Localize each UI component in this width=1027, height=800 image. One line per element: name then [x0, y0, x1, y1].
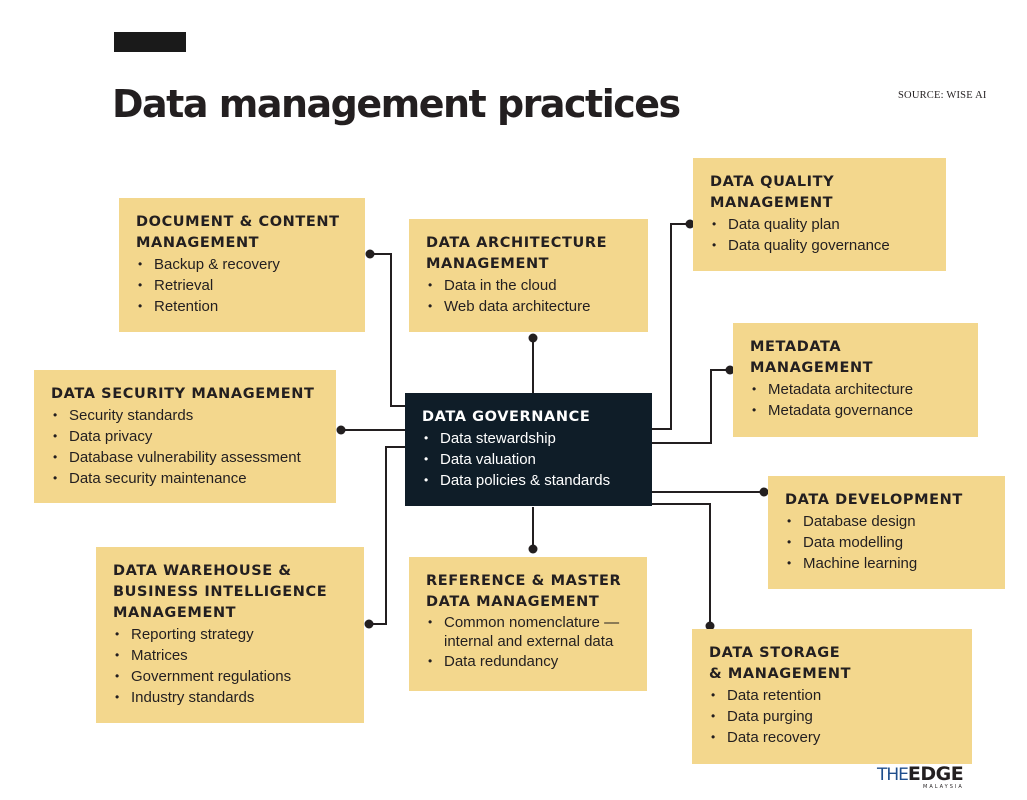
box-list — [710, 214, 932, 256]
data-development-box — [768, 476, 1005, 589]
the-edge-logo: THEEDGE MALAYSIA — [877, 763, 964, 790]
box-list — [51, 405, 322, 489]
box-list — [113, 624, 350, 708]
list-item: • Data valuation — [422, 449, 638, 470]
list-item: • Database design — [785, 511, 991, 532]
box-list — [426, 613, 633, 672]
list-item: • Common nomenclature — internal and external data — [426, 613, 633, 651]
connector-dot-document — [366, 250, 375, 259]
document-content-box — [119, 198, 365, 332]
box-list — [750, 379, 964, 421]
list-item: • Data retention — [709, 685, 958, 706]
list-item: • Data privacy — [51, 426, 322, 447]
data-quality-box — [693, 158, 946, 271]
list-item: • Data quality plan — [710, 214, 932, 235]
connector-dot-reference — [529, 545, 538, 554]
data-architecture-box — [409, 219, 648, 332]
list-item: • Data purging — [709, 706, 958, 727]
page-title: Data management practices — [112, 82, 680, 126]
connector-metadata — [652, 370, 730, 443]
list-item: • Database vulnerability assessment — [51, 447, 322, 468]
list-item: • Backup & recovery — [136, 254, 351, 275]
source-credit: SOURCE: WISE AI — [898, 90, 987, 101]
connector-dot-security — [337, 426, 346, 435]
connector-warehouse — [369, 447, 406, 624]
list-item: • Reporting strategy — [113, 624, 350, 645]
list-item: • Data in the cloud — [426, 275, 634, 296]
list-item: • Data recovery — [709, 727, 958, 748]
box-list — [785, 511, 991, 574]
reference-master-box — [409, 557, 647, 691]
list-item: • Data stewardship — [422, 428, 638, 449]
list-item: • Matrices — [113, 645, 350, 666]
list-item: • Metadata governance — [750, 400, 964, 421]
list-item: • Retrieval — [136, 275, 351, 296]
box-heading: DATA ARCHITECTURE MANAGEMENT — [426, 235, 608, 272]
list-item: • Government regulations — [113, 666, 350, 687]
box-heading: DATA STORAGE & MANAGEMENT — [709, 645, 852, 682]
box-list — [136, 254, 351, 317]
connector-quality — [652, 224, 690, 429]
box-heading: DATA SECURITY MANAGEMENT — [51, 386, 315, 402]
box-heading: DATA GOVERNANCE — [422, 409, 591, 425]
list-item: • Retention — [136, 296, 351, 317]
list-item: • Security standards — [51, 405, 322, 426]
box-heading: REFERENCE & MASTER DATA MANAGEMENT — [426, 573, 622, 610]
box-list — [709, 685, 958, 748]
box-heading: METADATA MANAGEMENT — [750, 339, 874, 376]
data-storage-box — [692, 629, 972, 764]
list-item: • Industry standards — [113, 687, 350, 708]
list-item: • Data security maintenance — [51, 468, 322, 489]
connector-dot-warehouse — [365, 620, 374, 629]
data-governance-box — [405, 393, 652, 506]
list-item: • Data quality governance — [710, 235, 932, 256]
list-item: • Data redundancy — [426, 651, 633, 672]
list-item: • Data policies & standards — [422, 470, 638, 491]
box-heading: DATA DEVELOPMENT — [785, 492, 963, 508]
list-item: • Metadata architecture — [750, 379, 964, 400]
box-list — [426, 275, 634, 317]
connector-storage — [652, 504, 710, 626]
list-item: • Machine learning — [785, 553, 991, 574]
box-heading: DATA WAREHOUSE & BUSINESS INTELLIGENCE MANAGEMENT — [113, 563, 328, 621]
list-item: • Web data architecture — [426, 296, 634, 317]
data-warehouse-box — [96, 547, 364, 723]
metadata-box — [733, 323, 978, 437]
box-heading: DATA QUALITY MANAGEMENT — [710, 174, 835, 211]
connector-dot-architecture — [529, 334, 538, 343]
box-heading: DOCUMENT & CONTENT MANAGEMENT — [136, 214, 340, 251]
data-security-box — [34, 370, 336, 503]
connector-document — [370, 254, 406, 406]
box-list — [422, 428, 638, 491]
list-item: • Data modelling — [785, 532, 991, 553]
